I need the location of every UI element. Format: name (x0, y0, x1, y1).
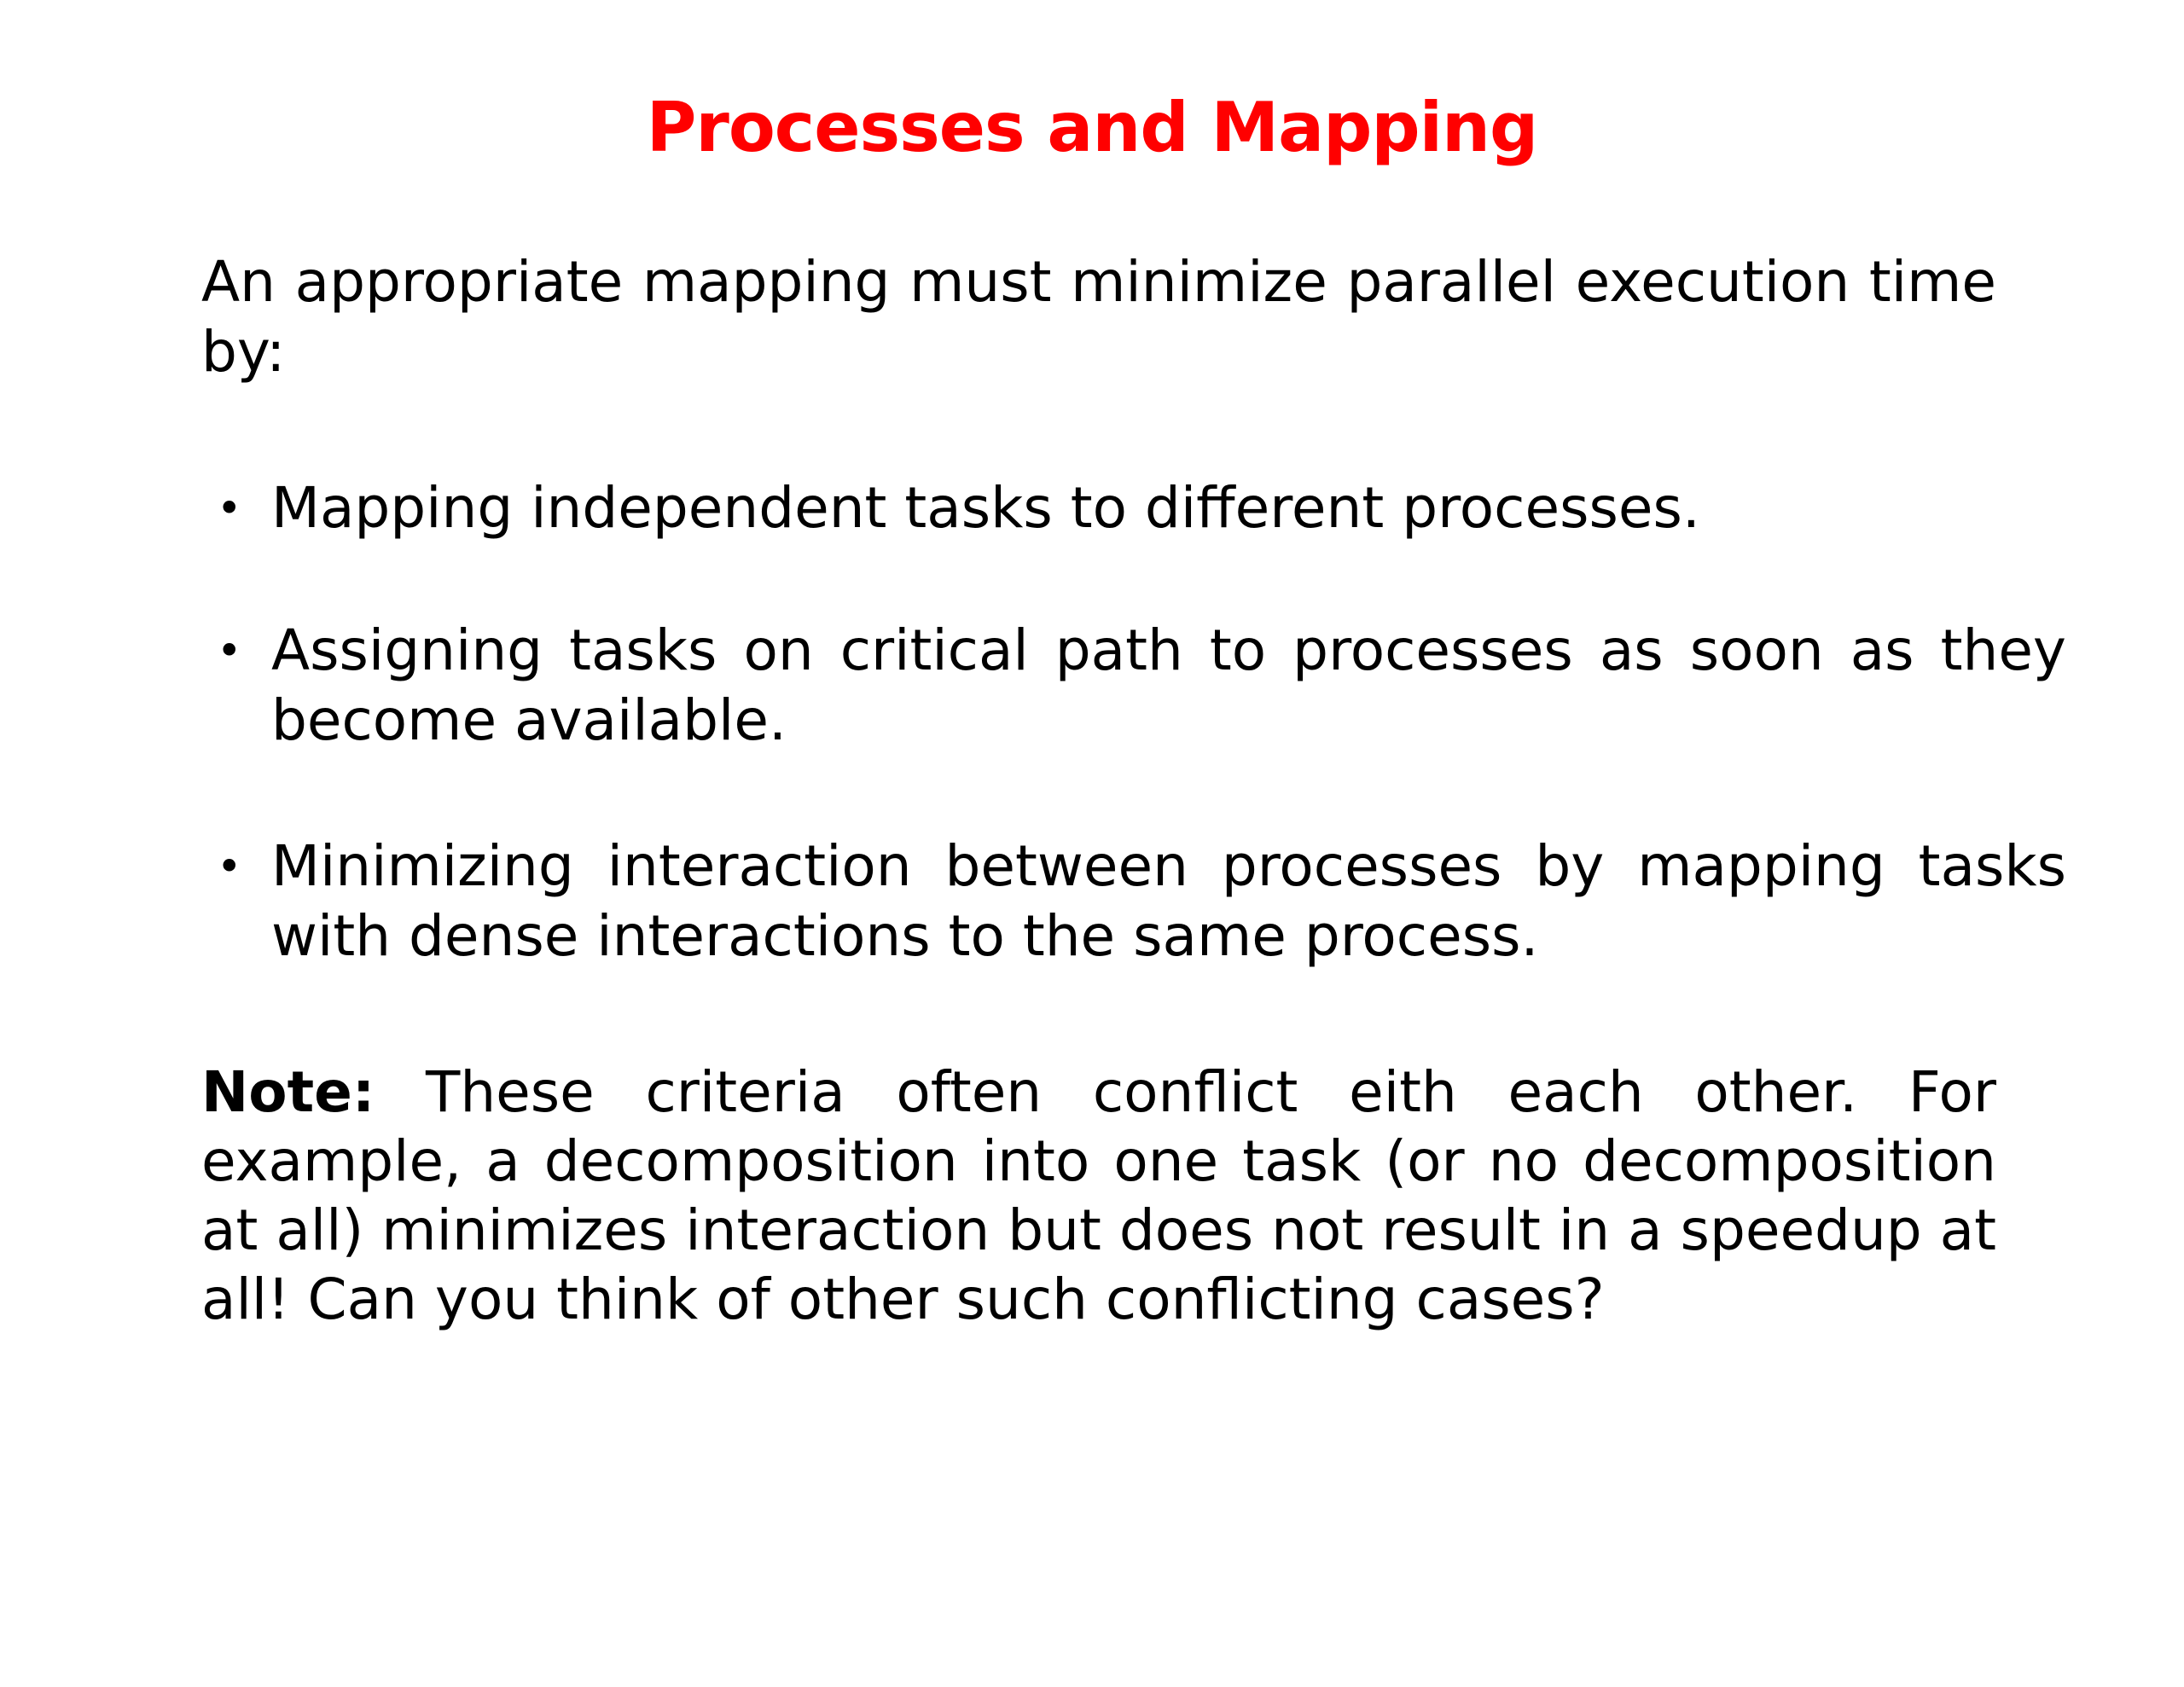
note-paragraph (201, 1058, 1996, 1334)
bullet-text: Minimizing interaction between processes by mapping tasks with dense interactions to the same process. (271, 833, 2066, 969)
bullet-item (201, 832, 2066, 971)
bullet-item (201, 473, 2066, 543)
bullet-item (201, 616, 2066, 756)
bullet-text: Mapping independent tasks to different processes. (271, 475, 1700, 541)
note-text: These criteria often conflict eith each other. For example, a decomposition into one task (or no decomposition at all) minimizes interaction but does not result in a speedup at all! Can you think of other such conflicting cases? (201, 1059, 1997, 1332)
bullet-icon: • (217, 842, 242, 891)
bullet-text: Assigning tasks on critical path to processes as soon as they become available. (271, 617, 2066, 753)
note-label: Note: (201, 1059, 375, 1125)
intro-paragraph: An appropriate mapping must minimize parallel execution time by: (201, 249, 1996, 385)
slide-title: Processes and Mapping (646, 88, 1538, 167)
bullet-icon: • (217, 626, 242, 675)
bullet-icon: • (217, 484, 242, 533)
